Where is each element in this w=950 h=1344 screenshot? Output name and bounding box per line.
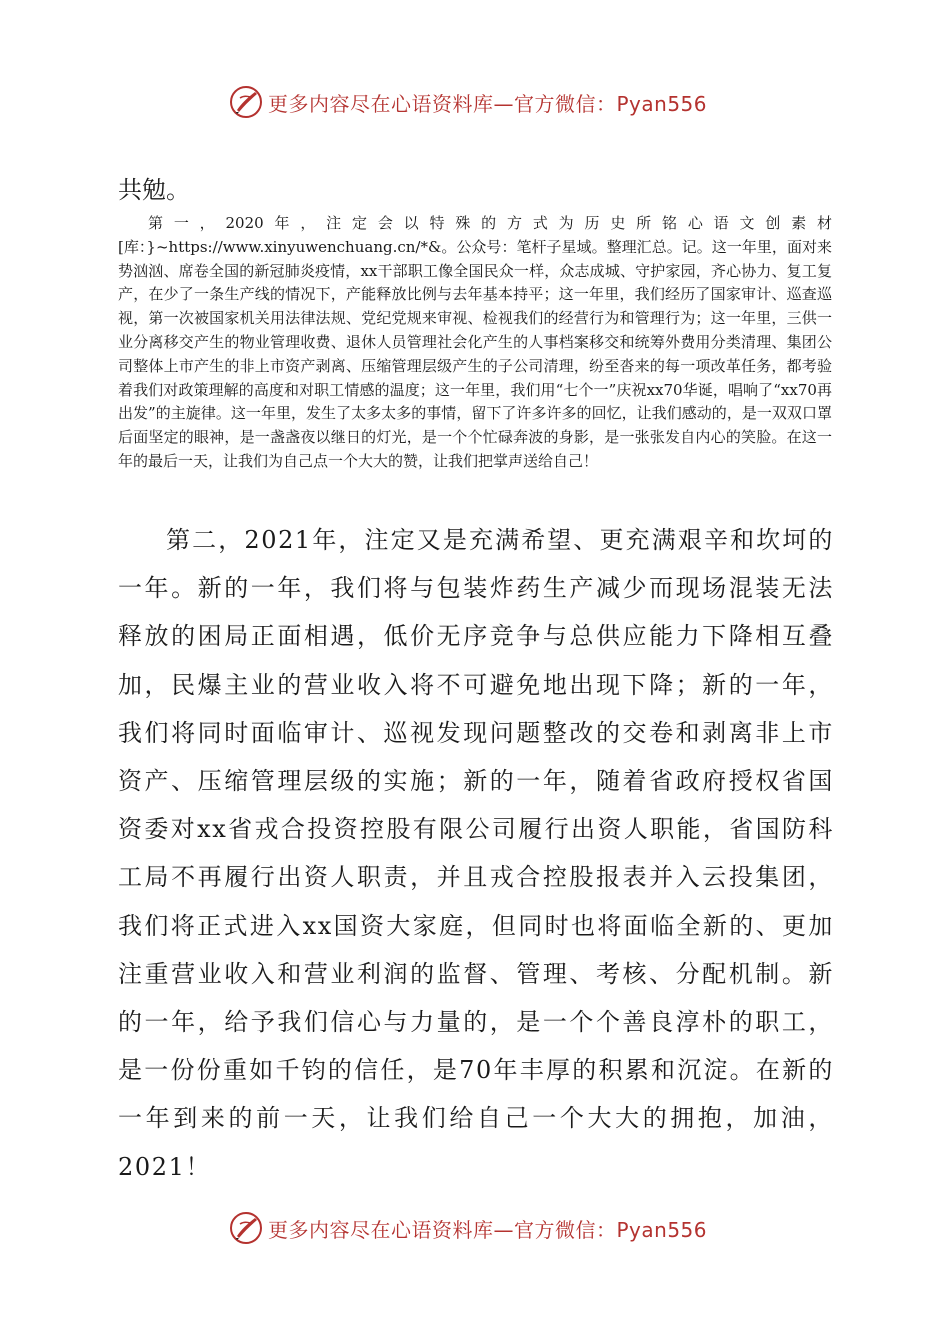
opening-text: 共勉。 <box>118 176 190 204</box>
footer-banner <box>228 1208 728 1248</box>
header-banner <box>228 82 728 122</box>
header-banner-text: 更多内容尽在心语资料库—官方微信：Pyan556 <box>268 91 708 116</box>
brush-pen-logo-icon <box>228 84 264 120</box>
paragraph-second: 第二，2021年，注定又是充满希望、更充满艰辛和坎坷的一年。新的一年，我们将与包装炸药生产减少而现场混装无法释放的困局正面相遇，低价无序竞争与总供应能力下降相互叠加，民爆主业的营业收入将不可避免地出现下降；新的一年，我们将同时面临审计、巡视发现问题整改的交卷和剥离非上市资产、压缩管理层级的实施；新的一年，随着省政府授权省国资委对xx省戎合投资控股有限公司履行出资人职能，省国防科工局不再履行出资人职责，并且戎合控股报表并入云投集团，我们将正式进入xx国资大家庭，但同时也将面临全新的、更加注重营业收入和营业利润的监督、管理、考核、分配机制。新的一年，给予我们信心与力量的，是一个个善良淳朴的职工，是一份份重如千钧的信任，是70年丰厚的积累和沉淀。在新的一年到来的前一天，让我们给自己一个大大的拥抱，加油，2021！ <box>118 526 834 1181</box>
paragraph-first: 第一，2020年，注定会以特殊的方式为历史所铭心语文创素材[库：}~https://www.xinyuwenchuang.cn/*&。公众号：笔杆子星域。整理汇总。记。这一年里，面对来势汹汹、席卷全国的新冠肺炎疫情，xx干部职工像全国民众一样，众志成城、守护家园，齐心协力、复工复产，在少了一条生产线的情况下，产能释放比例与去年基本持平；这一年里，我们经历了国家审计、巡查巡视，第一次被国家机关用法律法规、党纪党规来审视、检视我们的经营行为和管理行为；这一年里，三供一业分离移交产生的物业管理收费、退休人员管理社会化产生的人事档案移交和统筹外费用分类清理、集团公司整体上市产生的非上市资产剥离、压缩管理层级产生的子公司清理，纷至沓来的每一项改革任务，都考验着我们对政策理解的高度和对职工情感的温度；这一年里，我们用“七个一”庆祝xx70华诞，唱响了“xx70再出发”的主旋律。这一年里，发生了太多太多的事情，留下了许多许多的回忆，让我们感动的，是一双双口罩后面坚定的眼神，是一盏盏夜以继日的灯光，是一个个忙碌奔波的身影，是一张张发自内心的笑脸。在这一年的最后一天，让我们为自己点一个大大的赞，让我们把掌声送给自己！ <box>118 214 832 470</box>
footer-banner-text: 更多内容尽在心语资料库—官方微信：Pyan556 <box>268 1217 708 1242</box>
brush-pen-logo-icon <box>228 1210 264 1246</box>
